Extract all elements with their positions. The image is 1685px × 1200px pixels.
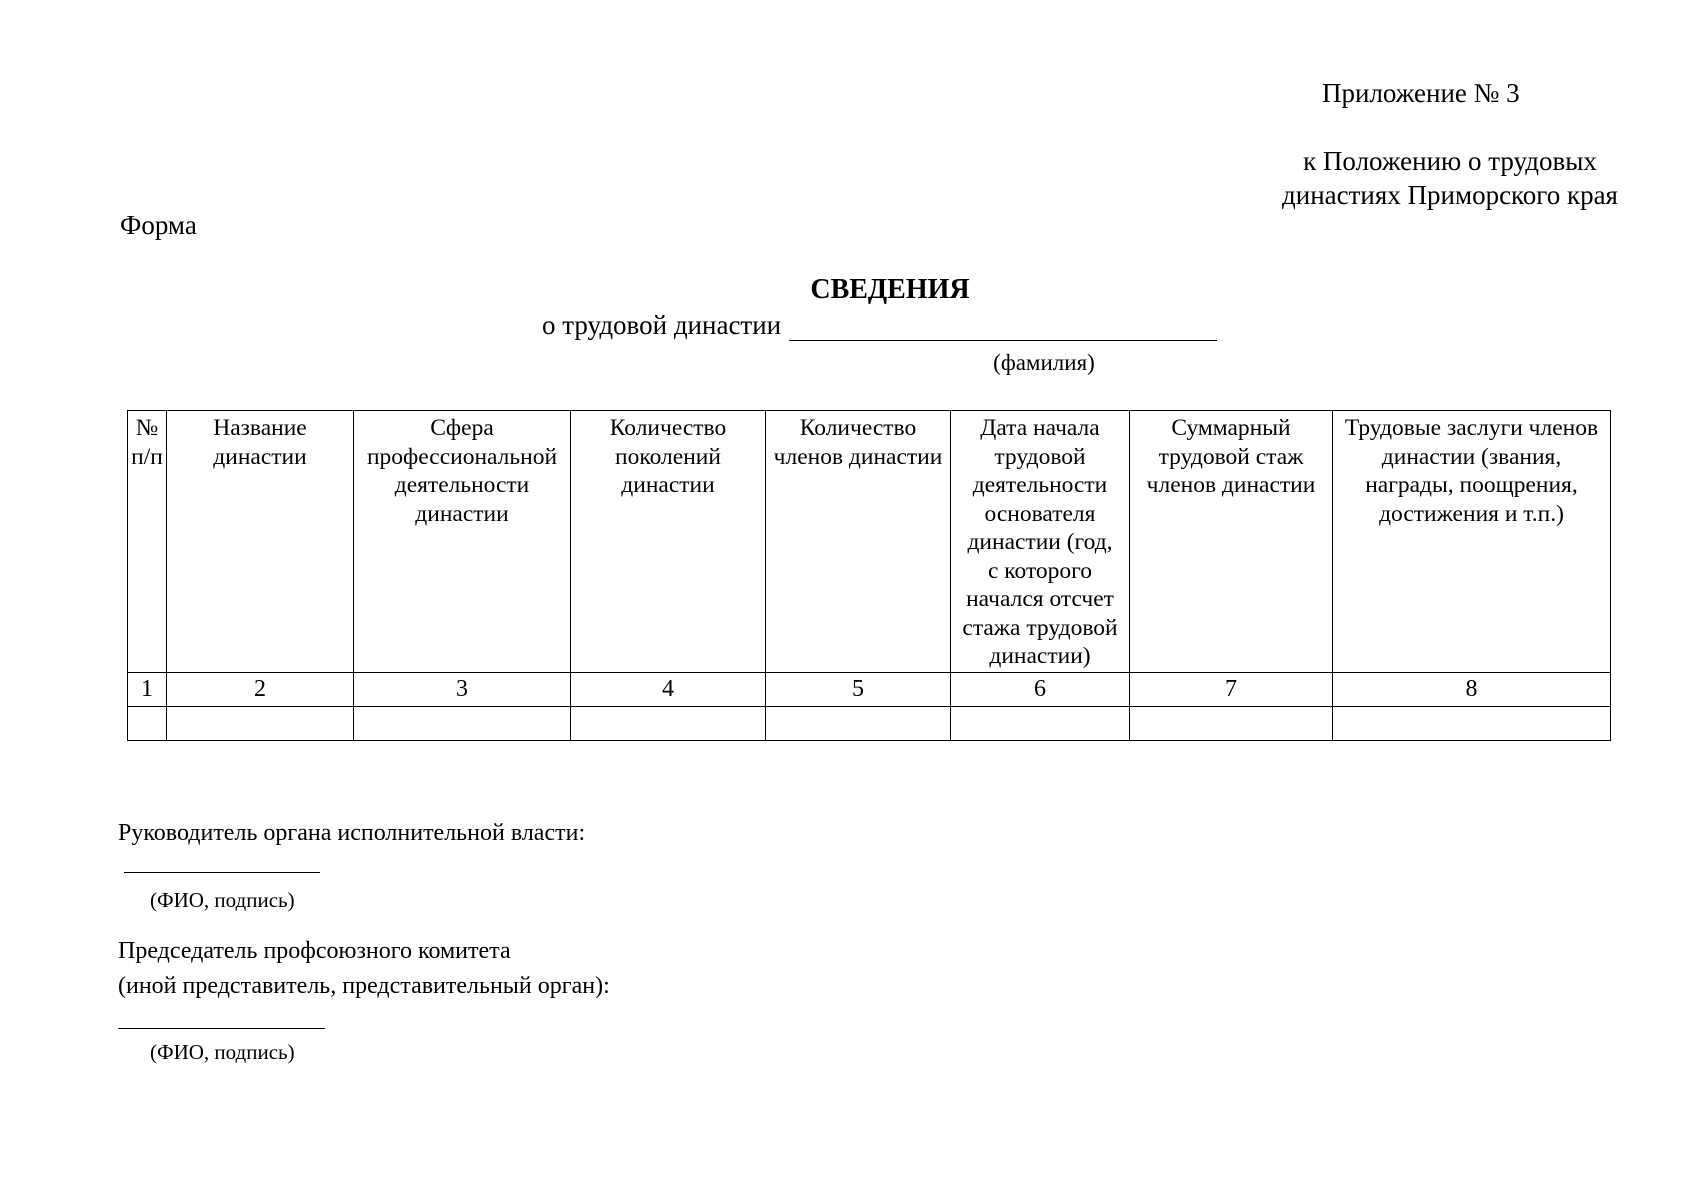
subtitle-text: о трудовой династии [542,310,782,340]
column-number-cell: 3 [354,673,571,707]
union-signature-label-line-1: Председатель профсоюзного комитета [118,938,511,964]
head-signature-label: Руководитель органа исполнительной власти: [118,820,586,846]
header-cell-generations-count: Количество поколений династии [571,411,766,673]
surname-blank-field[interactable] [789,314,1217,341]
head-signature-line[interactable] [124,872,320,873]
column-number-cell: 4 [571,673,766,707]
column-number-cell: 5 [766,673,951,707]
column-number-cell: 1 [128,673,167,707]
dynasty-info-table [127,410,1611,741]
appendix-number: Приложение № 3 [1322,78,1520,108]
union-signature-line[interactable] [118,1028,325,1029]
document-title: СВЕДЕНИЯ [810,274,970,305]
entry-cell-professional-sphere[interactable] [354,707,571,741]
entry-cell-members-count[interactable] [766,707,951,741]
entry-cell-labor-merits[interactable] [1333,707,1611,741]
column-number-cell: 8 [1333,673,1611,707]
header-cell-professional-sphere: Сфера профессиональной деятельности династии [354,411,571,673]
form-label: Форма [120,210,197,240]
appendix-ref-line-2: династиях Приморского края [1282,180,1618,210]
column-number-cell: 2 [167,673,354,707]
entry-cell-dynasty-name[interactable] [167,707,354,741]
union-signature-label-line-2: (иной представитель, представительный орган): [118,973,610,999]
head-signature-caption: (ФИО, подпись) [150,888,295,912]
entry-cell-generations-count[interactable] [571,707,766,741]
header-cell-number: № п/п [128,411,167,673]
appendix-ref-line-1: к Положению о трудовых [1303,146,1597,176]
entry-cell-total-experience[interactable] [1130,707,1333,741]
column-number-cell: 7 [1130,673,1333,707]
entry-cell-number[interactable] [128,707,167,741]
subtitle-line [542,310,1217,341]
header-cell-total-experience: Суммарный трудовой стаж членов династии [1130,411,1333,673]
header-cell-members-count: Количество членов династии [766,411,951,673]
column-number-cell: 6 [951,673,1130,707]
header-cell-dynasty-name: Название династии [167,411,354,673]
union-signature-caption: (ФИО, подпись) [150,1040,295,1064]
header-cell-labor-merits: Трудовые заслуги членов династии (звания, награды, поощрения, достижения и т.п.) [1333,411,1611,673]
table-header-row [128,411,1611,673]
entry-cell-start-date[interactable] [951,707,1130,741]
surname-caption: (фамилия) [993,350,1095,375]
appendix-reference [1230,144,1670,212]
table-entry-row [128,707,1611,741]
column-number-row [128,673,1611,707]
header-cell-start-date: Дата начала трудовой деятельности основателя династии (год, с которого начался отсчет стажа трудовой династии) [951,411,1130,673]
